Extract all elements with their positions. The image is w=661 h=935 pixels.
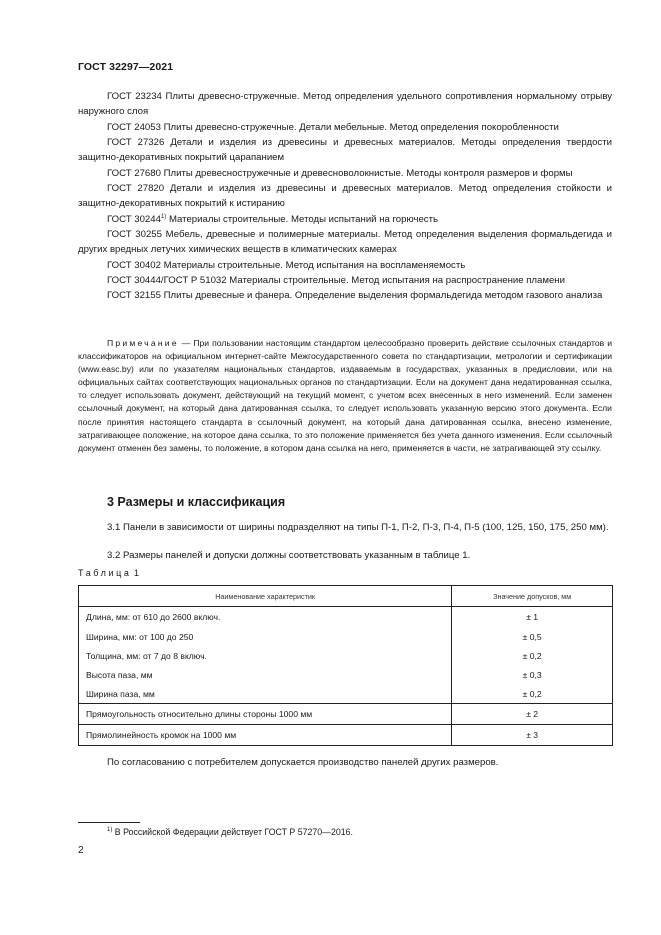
agreement-paragraph: По согласованию с потребителем допускается производство панелей других размеров.: [107, 757, 499, 768]
table-row: [79, 607, 613, 628]
reference-item: ГОСТ 23234 Плиты древесно-стружечные. Метод определения удельного сопротивления нормальному отрыву наружного слоя: [78, 91, 612, 118]
footnote-text: В Российской Федерации действует ГОСТ Р 57270—2016.: [112, 827, 353, 837]
cell-characteristic: Прямоугольность относительно длины стороны 1000 мм: [79, 704, 452, 725]
reference-item: ГОСТ 27326 Детали и изделия из древесины и древесных материалов. Методы определения твердости защитно-декоративных покрытий царапанием: [78, 137, 612, 164]
note-label: Примечание: [107, 338, 179, 348]
cell-characteristic: Высота паза, мм: [79, 665, 452, 684]
reference-code: ГОСТ 30244: [107, 213, 161, 225]
reference-title: Материалы строительные. Методы испытаний на горючесть: [166, 213, 438, 225]
footnote: [78, 827, 612, 837]
reference-item: ГОСТ 30444/ГОСТ Р 51032 Материалы строительные. Метод испытания на распространение пламени: [107, 275, 565, 287]
cell-characteristic: Ширина паза, мм: [79, 684, 452, 704]
note-text: — При пользовании настоящим стандартом целесообразно проверить действие ссылочных стандартов и классификаторов на официальном интернет-сайте Межгосударственного совета по стандартизации, метрологии и сертификации (www.easc.by) или по указателям национальных стандартов, издаваемым в государствах, указанных в предисловии, или на официальных сайтах соответствующих национальных органов по стандартизации. Если на документ дана недатированная ссылка, то следует использовать документ, действующий на текущий момент, с учетом всех внесенных в него изменений. Если заменен ссылочный документ, на который дана датированная ссылка, то следует использовать указанную версию этого документа. Если после принятия настоящего стандарта в ссылочный документ, на который дана датированная ссылка, внесено изменение, затрагивающее положение, на которое дана ссылка, то это положение применяется без учета данного изменения. Если ссылочный документ отменен без замены, то положение, в котором дана ссылка на него, применяется в части, не затрагивающей эту ссылку.: [78, 338, 612, 453]
cell-tolerance: ± 0,2: [452, 646, 613, 665]
reference-item: ГОСТ 30402 Материалы строительные. Метод испытания на воспламеняемость: [107, 259, 466, 271]
footnote-marker: 1): [107, 827, 113, 833]
table-row: [79, 704, 613, 725]
cell-tolerance: ± 0,3: [452, 665, 613, 684]
table-row: [79, 646, 613, 665]
reference-item: ГОСТ 27820 Детали и изделия из древесины и древесных материалов. Метод определения стойкости и защитно-декоративных покрытий к истиранию: [78, 183, 612, 210]
reference-item: [78, 212, 612, 227]
table-row: [79, 725, 613, 746]
table-caption: [78, 568, 139, 578]
cell-tolerance: ± 1: [452, 607, 613, 628]
cell-tolerance: ± 2: [452, 704, 613, 725]
tolerance-table: [78, 585, 613, 746]
footnote-marker: 1): [160, 213, 167, 220]
reference-item: ГОСТ 30255 Мебель, древесные и полимерные материалы. Метод определения выделения формальдегида и других вредных летучих химических веществ в климатических камерах: [78, 229, 612, 256]
paragraph-3-2: 3.2 Размеры панелей и допуски должны соответствовать указанным в таблице 1.: [107, 550, 471, 561]
table-row: [79, 665, 613, 684]
table-header-row: [79, 586, 613, 607]
page-number: 2: [78, 845, 84, 856]
cell-tolerance: ± 3: [452, 725, 613, 746]
cell-tolerance: ± 0,5: [452, 627, 613, 646]
table-row: [79, 684, 613, 704]
reference-item: ГОСТ 32155 Плиты древесные и фанера. Определение выделения формальдегида методом газового анализа: [107, 290, 603, 302]
footnote-divider: [78, 822, 140, 823]
table-row: [79, 627, 613, 646]
reference-item: ГОСТ 24053 Плиты древесно-стружечные. Детали мебельные. Метод определения покоробленности: [107, 121, 559, 133]
document-header: ГОСТ 32297—2021: [78, 61, 174, 73]
table-caption-number: 1: [134, 568, 140, 578]
cell-characteristic: Ширина, мм: от 100 до 250: [79, 627, 452, 646]
column-header-tolerance: Значение допусков, мм: [452, 586, 613, 607]
note-paragraph: [78, 337, 612, 455]
cell-characteristic: Длина, мм: от 610 до 2600 включ.: [79, 607, 452, 628]
column-header-characteristic: Наименование характеристик: [79, 586, 452, 607]
cell-characteristic: Прямолинейность кромок на 1000 мм: [79, 725, 452, 746]
table-caption-label: Таблица: [78, 568, 132, 578]
cell-characteristic: Толщина, мм: от 7 до 8 включ.: [79, 646, 452, 665]
section-heading: 3 Размеры и классификация: [107, 495, 286, 509]
cell-tolerance: ± 0,2: [452, 684, 613, 704]
paragraph-3-1: 3.1 Панели в зависимости от ширины подразделяют на типы П-1, П-2, П-3, П-4, П-5 (100, 125, 150, 175, 250 мм).: [107, 522, 609, 533]
references-list: [78, 89, 612, 304]
reference-item: ГОСТ 27680 Плиты древесностружечные и древесноволокнистые. Методы контроля размеров и формы: [107, 167, 573, 179]
